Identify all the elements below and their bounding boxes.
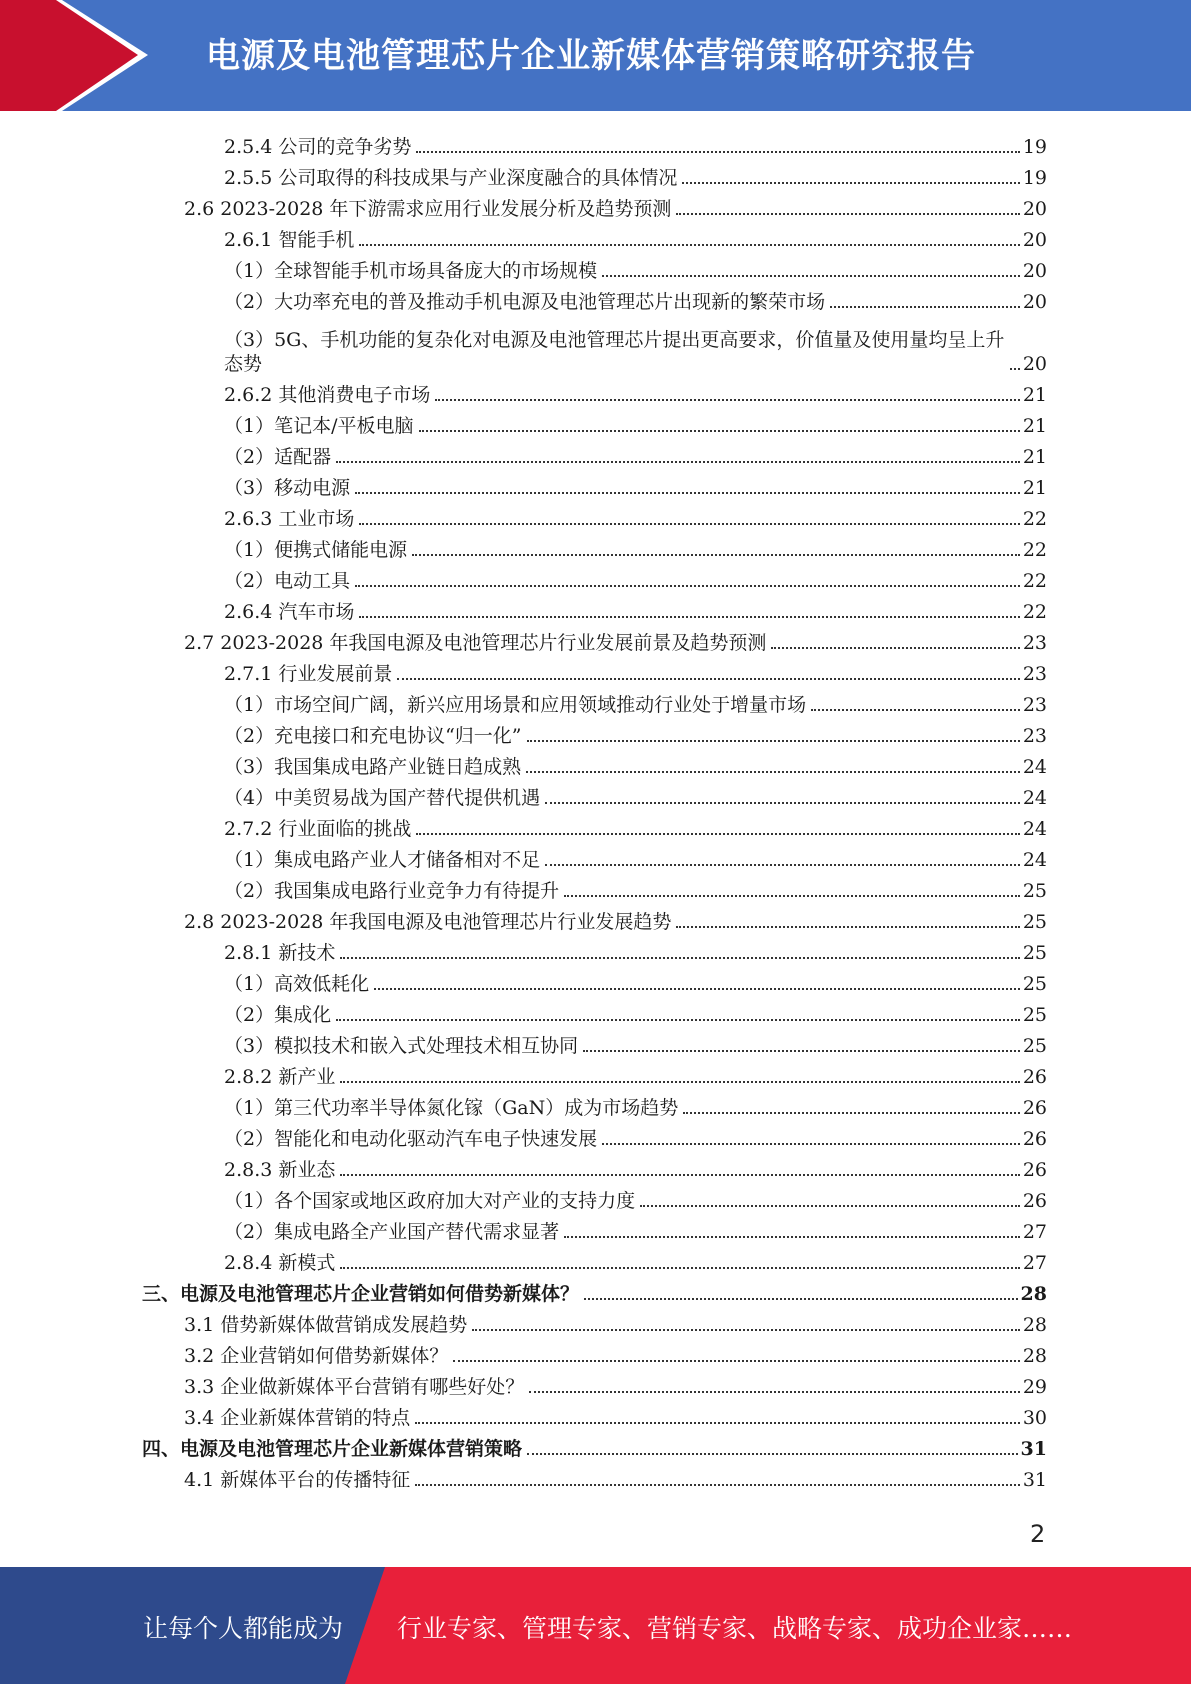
toc-entry-page: 31 — [1022, 1469, 1047, 1491]
toc-entry-page: 26 — [1022, 1159, 1047, 1181]
toc-entry-title: 2.5.5 公司取得的科技成果与产业深度融合的具体情况 — [224, 167, 678, 189]
toc-entry-page: 25 — [1022, 880, 1047, 902]
leader-dots — [416, 151, 1019, 153]
toc-entry-title: 2.7 2023-2028 年我国电源及电池管理芯片行业发展前景及趋势预测 — [184, 632, 767, 654]
leader-dots — [415, 1422, 1020, 1424]
toc-entry-page: 19 — [1022, 167, 1047, 189]
toc-entry[interactable] — [224, 934, 1047, 965]
toc-entry-page: 21 — [1022, 415, 1047, 437]
toc-entry-page: 26 — [1022, 1128, 1047, 1150]
leader-dots — [564, 1236, 1020, 1238]
footer-slogan-right: 行业专家、管理专家、营销专家、战略专家、成功企业家…… — [397, 1614, 1073, 1643]
toc-entry[interactable] — [224, 438, 1047, 469]
leader-dots — [359, 244, 1019, 246]
leader-dots — [355, 585, 1020, 587]
toc-entry-title: 三、电源及电池管理芯片企业营销如何借势新媒体？ — [142, 1283, 580, 1305]
toc-entry-title: 2.6.1 智能手机 — [224, 229, 355, 251]
toc-entry-title: 2.6.2 其他消费电子市场 — [224, 384, 431, 406]
toc-entry-page: 28 — [1020, 1283, 1047, 1305]
leader-dots — [359, 523, 1019, 525]
toc-entry-title: 2.6 2023-2028 年下游需求应用行业发展分析及趋势预测 — [184, 198, 672, 220]
leader-dots — [584, 1298, 1018, 1300]
toc-entry-title: 2.6.3 工业市场 — [224, 508, 355, 530]
toc-entry-page: 28 — [1022, 1345, 1047, 1367]
leader-dots — [676, 926, 1019, 928]
toc-entry[interactable] — [224, 1213, 1047, 1244]
page-header — [0, 0, 1191, 111]
toc-entry[interactable] — [224, 593, 1047, 624]
leader-dots — [336, 461, 1020, 463]
toc-entry-title: （1）市场空间广阔，新兴应用场景和应用领域推动行业处于增量市场 — [224, 694, 807, 716]
toc-entry-page: 24 — [1022, 849, 1047, 871]
toc-entry[interactable] — [224, 283, 1047, 314]
toc-entry[interactable] — [224, 469, 1047, 500]
toc-entry-title: 2.7.2 行业面临的挑战 — [224, 818, 412, 840]
leader-dots — [545, 864, 1020, 866]
toc-entry-page: 22 — [1022, 570, 1047, 592]
page-number: 2 — [1030, 1520, 1046, 1548]
toc-chapter-entry[interactable] — [142, 1430, 1047, 1461]
toc-entry[interactable] — [184, 1306, 1047, 1337]
toc-entry-title: （4）中美贸易战为国产替代提供机遇 — [224, 787, 541, 809]
toc-entry[interactable] — [224, 686, 1047, 717]
leader-dots — [340, 1267, 1019, 1269]
toc-entry[interactable] — [224, 810, 1047, 841]
toc-entry-page: 23 — [1022, 725, 1047, 747]
toc-entry-page: 27 — [1022, 1252, 1047, 1274]
toc-entry[interactable] — [224, 841, 1047, 872]
toc-entry-page: 20 — [1022, 353, 1047, 375]
toc-entry-page: 23 — [1022, 632, 1047, 654]
toc-entry-page: 24 — [1022, 787, 1047, 809]
toc-entry[interactable] — [224, 717, 1047, 748]
toc-entry-page: 30 — [1022, 1407, 1047, 1429]
leader-dots — [602, 1143, 1020, 1145]
toc-entry-title: （2）电动工具 — [224, 570, 351, 592]
leader-dots — [336, 1019, 1020, 1021]
toc-entry-page: 20 — [1022, 229, 1047, 251]
toc-entry-title: （2）充电接口和充电协议“归一化” — [224, 725, 522, 747]
toc-entry-title: 2.6.4 汽车市场 — [224, 601, 355, 623]
leader-dots — [640, 1205, 1020, 1207]
toc-entry-page: 25 — [1022, 942, 1047, 964]
toc-entry[interactable] — [184, 624, 1047, 655]
leader-dots — [771, 647, 1019, 649]
toc-entry[interactable] — [224, 407, 1047, 438]
toc-entry[interactable] — [224, 872, 1047, 903]
toc-entry-page: 20 — [1022, 260, 1047, 282]
toc-entry-page: 21 — [1022, 446, 1047, 468]
leader-dots — [811, 709, 1020, 711]
toc-entry-title: 3.3 企业做新媒体平台营销有哪些好处？ — [184, 1376, 525, 1398]
toc-entry[interactable] — [224, 128, 1047, 159]
toc-entry-page: 22 — [1022, 601, 1047, 623]
leader-dots — [355, 492, 1020, 494]
toc-entry[interactable] — [184, 1368, 1047, 1399]
report-title: 电源及电池管理芯片企业新媒体营销策略研究报告 — [206, 36, 976, 76]
toc-entry[interactable] — [224, 531, 1047, 562]
leader-dots — [527, 740, 1020, 742]
leader-dots — [564, 895, 1020, 897]
toc-entry-title: 3.4 企业新媒体营销的特点 — [184, 1407, 411, 1429]
toc-entry-title: （2）智能化和电动化驱动汽车电子快速发展 — [224, 1128, 598, 1150]
toc-entry-title: （1）各个国家或地区政府加大对产业的支持力度 — [224, 1190, 636, 1212]
leader-dots — [359, 616, 1019, 618]
toc-entry-page: 26 — [1022, 1066, 1047, 1088]
toc-entry[interactable] — [224, 1120, 1047, 1151]
toc-entry[interactable] — [184, 903, 1047, 934]
toc-entry[interactable] — [224, 221, 1047, 252]
toc-entry[interactable] — [224, 1182, 1047, 1213]
toc-entry-title: （1）集成电路产业人才储备相对不足 — [224, 849, 541, 871]
leader-dots — [526, 771, 1020, 773]
leader-dots — [1010, 368, 1020, 370]
toc-entry[interactable] — [224, 1089, 1047, 1120]
footer-slogan-left: 让每个人都能成为 — [143, 1614, 344, 1643]
toc-entry-title: 3.2 企业营销如何借势新媒体？ — [184, 1345, 449, 1367]
toc-entry-title: 3.1 借势新媒体做营销成发展趋势 — [184, 1314, 468, 1336]
toc-entry-page: 26 — [1022, 1097, 1047, 1119]
toc-entry-page: 29 — [1022, 1376, 1047, 1398]
toc-entry-title: 2.5.4 公司的竞争劣势 — [224, 136, 412, 158]
toc-entry-title: 2.8.1 新技术 — [224, 942, 336, 964]
toc-entry-title: （1）笔记本/平板电脑 — [224, 415, 414, 437]
toc-entry-page: 19 — [1022, 136, 1047, 158]
toc-entry-page: 26 — [1022, 1190, 1047, 1212]
leader-dots — [435, 399, 1019, 401]
toc-entry[interactable] — [224, 655, 1047, 686]
leader-dots — [419, 430, 1020, 432]
toc-entry-page: 25 — [1022, 911, 1047, 933]
leader-dots — [602, 275, 1020, 277]
toc-entry-page: 25 — [1022, 973, 1047, 995]
toc-entry-page: 23 — [1022, 694, 1047, 716]
toc-entry-page: 23 — [1022, 663, 1047, 685]
leader-dots — [527, 1453, 1018, 1455]
toc-entry[interactable] — [184, 1461, 1047, 1492]
toc-entry-page: 27 — [1022, 1221, 1047, 1243]
toc-entry-title: 2.8.3 新业态 — [224, 1159, 336, 1181]
toc-entry[interactable] — [224, 779, 1047, 810]
toc-entry-title: 四、电源及电池管理芯片企业新媒体营销策略 — [142, 1438, 523, 1460]
toc-entry-page: 20 — [1022, 198, 1047, 220]
toc-entry[interactable] — [184, 190, 1047, 221]
toc-entry-title: （2）适配器 — [224, 446, 332, 468]
toc-entry[interactable] — [224, 1244, 1047, 1275]
toc-entry-page: 25 — [1022, 1004, 1047, 1026]
toc-entry-title: （2）集成电路全产业国产替代需求显著 — [224, 1221, 560, 1243]
toc-entry[interactable] — [224, 159, 1047, 190]
toc-entry[interactable] — [184, 1399, 1047, 1430]
toc-entry-page: 20 — [1022, 291, 1047, 313]
leader-dots — [412, 554, 1020, 556]
toc-entry-page: 24 — [1022, 818, 1047, 840]
leader-dots — [472, 1329, 1020, 1331]
toc-entry-title: 2.8.2 新产业 — [224, 1066, 336, 1088]
leader-dots — [682, 182, 1019, 184]
header-arrow-icon — [0, 0, 160, 111]
toc-entry-title: （3）移动电源 — [224, 477, 351, 499]
toc-entry[interactable] — [224, 376, 1047, 407]
toc-entry-title: （3）模拟技术和嵌入式处理技术相互协同 — [224, 1035, 579, 1057]
toc-entry[interactable] — [224, 314, 1047, 376]
leader-dots — [416, 833, 1019, 835]
toc-entry[interactable] — [224, 996, 1047, 1027]
leader-dots — [374, 988, 1020, 990]
toc-entry-title: 2.8.4 新模式 — [224, 1252, 336, 1274]
toc-entry-title: 2.8 2023-2028 年我国电源及电池管理芯片行业发展趋势 — [184, 911, 672, 933]
toc-entry-page: 21 — [1022, 477, 1047, 499]
leader-dots — [529, 1391, 1020, 1393]
toc-entry-page: 21 — [1022, 384, 1047, 406]
leader-dots — [340, 957, 1019, 959]
toc-entry[interactable] — [224, 748, 1047, 779]
leader-dots — [545, 802, 1020, 804]
toc-entry-title: 4.1 新媒体平台的传播特征 — [184, 1469, 411, 1491]
toc-entry[interactable] — [224, 500, 1047, 531]
leader-dots — [683, 1112, 1020, 1114]
leader-dots — [583, 1050, 1020, 1052]
toc-entry-page: 24 — [1022, 756, 1047, 778]
toc-entry-title: （3）5G、手机功能的复杂化对电源及电池管理芯片提出更高要求，价值量及使用量均呈上升态势 — [224, 329, 1005, 375]
toc-entry-title: （1）便携式储能电源 — [224, 539, 408, 561]
toc-entry-title: 2.7.1 行业发展前景 — [224, 663, 393, 685]
leader-dots — [415, 1484, 1020, 1486]
toc-entry[interactable] — [224, 562, 1047, 593]
toc-entry-title: （2）集成化 — [224, 1004, 332, 1026]
toc-entry[interactable] — [224, 1058, 1047, 1089]
toc-entry-title: （2）我国集成电路行业竞争力有待提升 — [224, 880, 560, 902]
toc-entry-title: （3）我国集成电路产业链日趋成熟 — [224, 756, 522, 778]
leader-dots — [830, 306, 1020, 308]
toc-entry-page: 31 — [1020, 1438, 1047, 1460]
leader-dots — [340, 1174, 1019, 1176]
toc-chapter-entry[interactable] — [142, 1275, 1047, 1306]
toc-entry[interactable] — [224, 1027, 1047, 1058]
toc-entry-title: （1）第三代功率半导体氮化镓（GaN）成为市场趋势 — [224, 1097, 679, 1119]
page-footer — [0, 1567, 1191, 1684]
toc-entry[interactable] — [224, 252, 1047, 283]
leader-dots — [397, 678, 1019, 680]
toc-entry-page: 22 — [1022, 539, 1047, 561]
toc-entry-title: （1）高效低耗化 — [224, 973, 370, 995]
toc-entry-page: 28 — [1022, 1314, 1047, 1336]
leader-dots — [340, 1081, 1019, 1083]
leader-dots — [676, 213, 1019, 215]
toc-entry[interactable] — [224, 1151, 1047, 1182]
toc-entry-title: （1）全球智能手机市场具备庞大的市场规模 — [224, 260, 598, 282]
toc-entry-page: 25 — [1022, 1035, 1047, 1057]
toc-entry[interactable] — [224, 965, 1047, 996]
toc-entry-title: （2）大功率充电的普及推动手机电源及电池管理芯片出现新的繁荣市场 — [224, 291, 826, 313]
toc-entry-page: 22 — [1022, 508, 1047, 530]
leader-dots — [453, 1360, 1020, 1362]
toc-entry[interactable] — [184, 1337, 1047, 1368]
